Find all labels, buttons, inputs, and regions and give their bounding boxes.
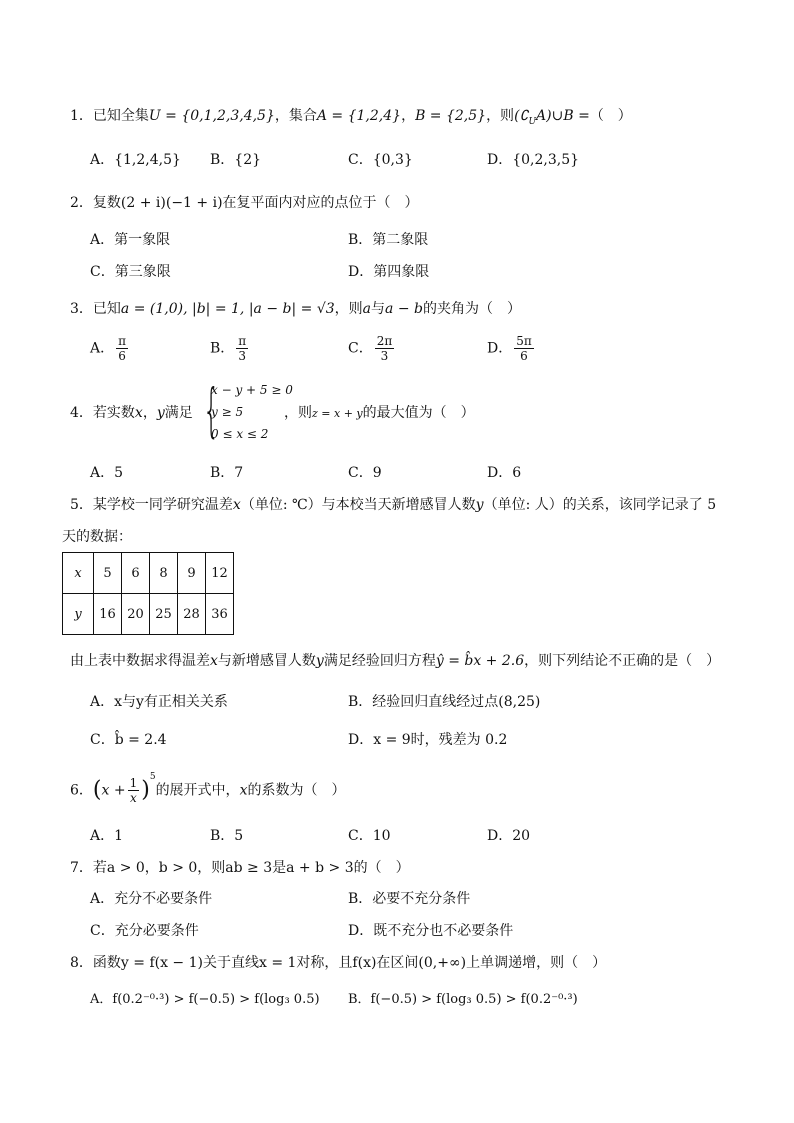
q3-text-b: ，则: [334, 301, 363, 317]
q3-text-c: 与: [371, 301, 386, 317]
q3-vector-1: a: [362, 301, 372, 317]
q5-text-e: 与新增感冒人数: [217, 653, 316, 669]
table-cell: 20: [122, 594, 150, 635]
q4-option-d: D．6: [487, 465, 522, 481]
q6-option-d: D．20: [487, 828, 531, 844]
q4-text-b: 满足: [164, 405, 193, 421]
q1-text-d: ，则: [486, 108, 515, 124]
q6-option-b: B．5: [210, 828, 244, 844]
q6-fraction: $\frac{1}{x}$: [129, 776, 138, 805]
q7-option-d: D．既不充分也不必要条件: [348, 923, 514, 939]
table-header-x: x: [63, 553, 94, 594]
q8-option-b: B．f(−0.5) > f(log₃ 0.5) > f(0.2⁻⁰·³): [348, 992, 578, 1007]
q1-set-u: U = {0,1,2,3,4,5}: [148, 108, 275, 124]
q6-paren-right: ): [141, 777, 150, 803]
table-cell: 16: [94, 594, 122, 635]
table-cell: 9: [178, 553, 206, 594]
q5-text-c: （单位: 人）的关系，该同学记录了 5: [483, 497, 717, 513]
q6-text-c: 的系数为（ ）: [247, 782, 346, 799]
table-cell: 25: [150, 594, 178, 635]
question-4-stem-b: [284, 403, 484, 424]
q4-option-b: B．7: [210, 465, 244, 481]
q4-var-x: x: [134, 405, 143, 421]
q4-constraint-2: y ≥ 5: [211, 405, 244, 419]
question-3-stem: [70, 299, 730, 319]
question-5-line-2: 天的数据：: [62, 529, 132, 545]
table-row: [63, 594, 234, 635]
q4-text-a: 4．若实数: [70, 405, 135, 421]
question-1-stem: [70, 106, 730, 132]
question-5-line-3: [70, 651, 730, 671]
q3-text-a: 3．已知: [70, 301, 121, 317]
table-cell: 8: [150, 553, 178, 594]
table-cell: 28: [178, 594, 206, 635]
q1-expr: $(∁_UA)\cup B$ =: [514, 108, 590, 127]
q5-var-x: x: [232, 497, 241, 513]
q5-var-y: y: [475, 497, 484, 513]
q2-expr: (2 + i)(−1 + i): [120, 195, 223, 211]
table-cell: 6: [122, 553, 150, 594]
q3-option-b: B． $\frac{\pi}{3}$: [210, 334, 247, 363]
q5-option-d: D．x = 9时，残差为 0.2: [348, 732, 508, 748]
q5-text-f: 满足经验回归方程: [323, 653, 436, 669]
q6-var-x: x: [239, 782, 248, 799]
q1-set-b: B = {2,5}: [415, 108, 487, 124]
table-cell: 12: [206, 553, 234, 594]
q3-option-a: A． $\frac{\pi}{6}$: [90, 334, 127, 363]
q5-regression-equation: ŷ = b̂x + 2.6: [435, 653, 525, 669]
q5-var-y-2: y: [315, 653, 324, 669]
table-row: [63, 553, 234, 594]
question-4-stem-a: [70, 403, 210, 423]
q4-text-c: ，则: [284, 405, 312, 421]
q3-vector-2: a − b: [385, 301, 423, 317]
q4-var-y: y: [156, 405, 165, 421]
q6-option-c: C．10: [348, 828, 391, 844]
q4-brace: {: [203, 376, 220, 444]
q1-text-b: ，集合: [274, 108, 317, 124]
q8-option-a: A．f(0.2⁻⁰·³) > f(−0.5) > f(log₃ 0.5): [90, 992, 320, 1007]
q5-text-b: （单位: ℃）与本校当天新增感冒人数: [240, 497, 476, 513]
q5-var-x-2: x: [210, 653, 218, 669]
q1-blank: （ ）: [589, 108, 632, 124]
q6-paren-left: (: [92, 777, 102, 803]
q5-option-c: C．b̂ = 2.4: [90, 732, 167, 748]
q1-text-c: ，: [401, 108, 416, 124]
table-cell: 5: [94, 553, 122, 594]
q4-objective: z = x + y: [312, 407, 363, 420]
q2-option-b: B．第二象限: [348, 232, 429, 248]
q1-set-a: A = {1,2,4}: [316, 108, 402, 124]
question-2-stem: [70, 193, 730, 213]
q7-option-b: B．必要不充分条件: [348, 891, 471, 907]
q6-option-a: A．1: [90, 828, 124, 844]
q3-option-c: C． $\frac{2\pi}{3}$: [348, 334, 393, 363]
question-6-stem: [70, 771, 730, 805]
q6-base: x +: [101, 782, 126, 799]
q6-text-b: 的展开式中，: [155, 782, 240, 799]
q5-text-d: 由上表中数据求得温差: [70, 653, 210, 669]
q2-text-b: 在复平面内对应的点位于（ ）: [222, 195, 419, 211]
q5-option-a: A．x与y有正相关关系: [90, 694, 228, 710]
q4-sep: ，: [142, 405, 157, 421]
q5-data-table: [62, 552, 234, 635]
question-8-stem: 8．函数y = f(x − 1)关于直线x = 1对称，且f(x)在区间(0,+∞)上单调递增，则（ ）: [70, 955, 607, 971]
q2-text-a: 2．复数: [70, 195, 121, 211]
q4-option-a: A．5: [90, 465, 124, 481]
q6-exponent: 5: [149, 771, 156, 782]
q2-option-d: D．第四象限: [348, 264, 430, 280]
q4-constraint-3: 0 ≤ x ≤ 2: [211, 427, 269, 441]
q4-text-d: 的最大值为（ ）: [362, 405, 475, 421]
q7-option-a: A．充分不必要条件: [90, 891, 213, 907]
q1-option-b: B．{2}: [210, 152, 262, 168]
q6-text-a: 6．: [70, 782, 93, 799]
table-cell: 36: [206, 594, 234, 635]
q1-option-c: C．{0,3}: [348, 152, 413, 168]
table-header-y: y: [63, 594, 94, 635]
q2-option-a: A．第一象限: [90, 232, 171, 248]
question-5-line-1: [70, 495, 730, 515]
q4-constraint-1: x − y + 5 ≥ 0: [211, 383, 293, 397]
q3-condition: a = (1,0), |b| = 1, |a − b| = √3: [120, 301, 335, 317]
q3-option-d: D． $\frac{5\pi}{6}$: [487, 334, 532, 363]
q1-option-a: A．{1,2,4,5}: [90, 152, 181, 168]
q1-text-a: 1．已知全集: [70, 108, 149, 124]
q3-text-d: 的夹角为（ ）: [422, 301, 521, 317]
q5-option-b: B．经验回归直线经过点(8,25): [348, 694, 541, 710]
question-7-stem: 7．若a > 0，b > 0，则ab ≥ 3是a + b > 3的（ ）: [70, 860, 410, 876]
q5-text-a: 5．某学校一同学研究温差: [70, 497, 233, 513]
q5-text-g: ，则下列结论不正确的是（ ）: [524, 653, 721, 669]
q7-option-c: C．充分必要条件: [90, 923, 199, 939]
q1-option-d: D．{0,2,3,5}: [487, 152, 580, 168]
q4-option-c: C．9: [348, 465, 382, 481]
q2-option-c: C．第三象限: [90, 264, 171, 280]
q4-constraint-system: [203, 376, 293, 444]
